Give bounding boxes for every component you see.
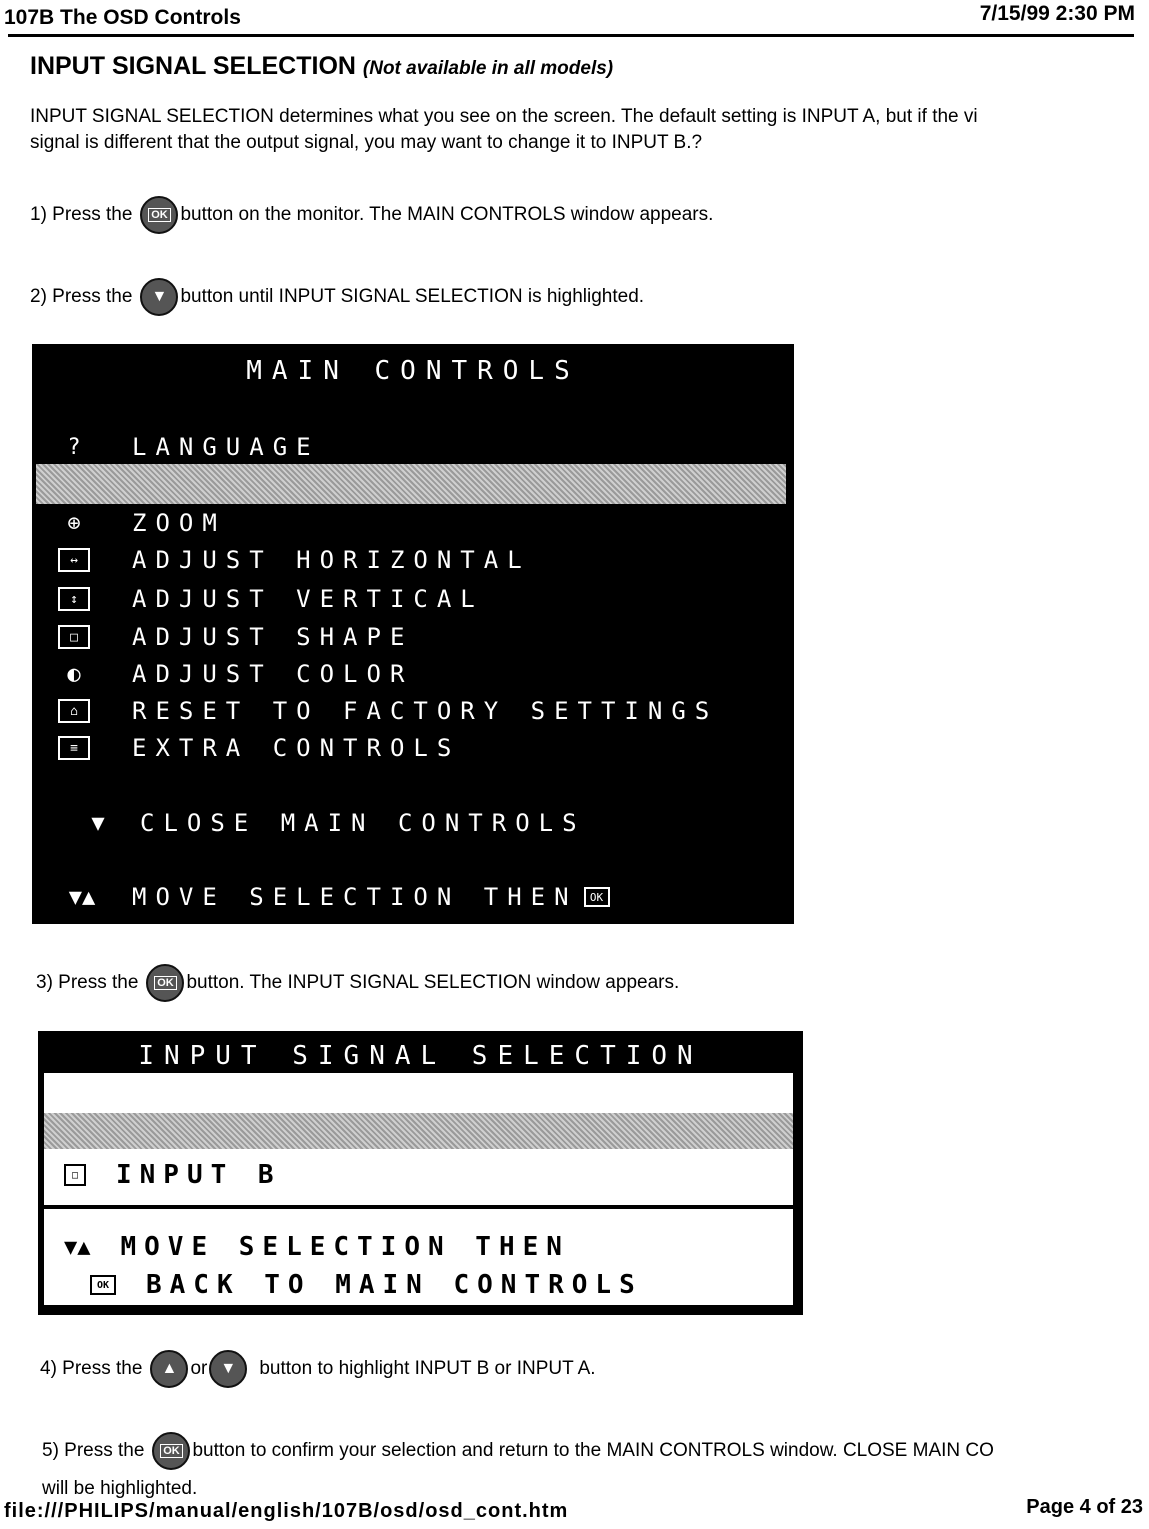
main-controls-title: MAIN CONTROLS [246, 356, 580, 386]
page-header-title: 107B The OSD Controls [4, 6, 241, 29]
ok-button-icon: OK [140, 196, 178, 234]
step-3-text-post: button. The INPUT SIGNAL SELECTION window appears. [186, 972, 680, 993]
menu-item-adjust-shape[interactable]: □ ADJUST SHAPE [32, 618, 794, 656]
horizontal-icon: ↔ [58, 548, 90, 572]
option-input-b[interactable]: □ INPUT B [64, 1155, 282, 1195]
step-1-text-pre: 1) Press the [30, 204, 133, 225]
step-3-text-pre: 3) Press the [36, 972, 139, 993]
section-title-note: (Not available in all models) [362, 58, 614, 79]
highlighted-row [36, 464, 786, 504]
menu-item-language[interactable]: ? LANGUAGE [32, 428, 794, 466]
up-down-arrows-icon: ▼▲ [64, 1234, 91, 1260]
input-icon: □ [64, 1164, 86, 1186]
menu-item-zoom[interactable]: ⊕ ZOOM [32, 504, 794, 542]
step-5-text-post: button to confirm your selection and return to the MAIN CONTROLS window. CLOSE MAIN CO [192, 1440, 994, 1461]
color-palette-icon: ◐ [67, 661, 81, 687]
up-down-arrows-icon: ▼▲ [68, 884, 96, 910]
step-5-text-pre: 5) Press the [42, 1440, 145, 1461]
vertical-icon: ↕ [58, 587, 90, 611]
shape-icon: □ [58, 625, 90, 649]
step-1 [30, 196, 713, 234]
up-button-icon: ▲ [150, 1350, 188, 1388]
extra-controls-icon: ≡ [58, 736, 90, 760]
step-1-text-post: button on the monitor. The MAIN CONTROLS window appears. [180, 204, 714, 225]
down-button-icon: ▼ [209, 1350, 247, 1388]
intro-line-1: INPUT SIGNAL SELECTION determines what you see on the screen. The default setting is INPUT A, but if the vi [30, 106, 978, 127]
menu-item-adjust-vertical[interactable]: ↕ ADJUST VERTICAL [32, 580, 794, 618]
intro-paragraph [30, 104, 1149, 156]
section-title [30, 52, 613, 81]
menu-item-reset-factory[interactable]: ⌂ RESET TO FACTORY SETTINGS [32, 692, 794, 730]
input-selection-title: INPUT SIGNAL SELECTION [138, 1041, 703, 1071]
highlighted-row [44, 1113, 793, 1149]
factory-icon: ⌂ [58, 699, 90, 723]
move-selection-hint: ▼▲ MOVE SELECTION THEN OK [32, 878, 794, 916]
header-rule [8, 34, 1134, 37]
ok-icon: OK [584, 887, 610, 907]
menu-item-adjust-horizontal[interactable]: ↔ ADJUST HORIZONTAL [32, 541, 794, 579]
intro-line-2: signal is different that the output signal, you may want to change it to INPUT B.? [30, 132, 703, 153]
ok-icon: OK [90, 1275, 116, 1295]
section-title-main: INPUT SIGNAL SELECTION [30, 52, 356, 80]
step-4-text-or: or [190, 1358, 208, 1379]
step-4-text-pre: 4) Press the [40, 1358, 143, 1379]
down-button-icon: ▼ [140, 278, 178, 316]
ok-button-icon: OK [152, 1432, 190, 1470]
step-4 [40, 1350, 596, 1388]
menu-item-extra-controls[interactable]: ≡ EXTRA CONTROLS [32, 729, 794, 767]
step-3 [36, 964, 679, 1002]
step-5 [42, 1432, 994, 1470]
input-signal-selection-window [38, 1031, 803, 1315]
down-arrow-icon: ▼ [91, 810, 105, 836]
language-icon: ? [67, 434, 81, 460]
page-footer-path: file:///PHILIPS/manual/english/107B/osd/osd_cont.htm [4, 1500, 569, 1522]
ok-button-icon: OK [146, 964, 184, 1002]
main-controls-window [32, 344, 794, 924]
zoom-icon: ⊕ [67, 510, 81, 536]
page-footer-number: Page 4 of 23 [1026, 1496, 1143, 1518]
step-5-line-2: will be highlighted. [42, 1478, 198, 1499]
menu-item-close-main-controls[interactable]: ▼ CLOSE MAIN CONTROLS [32, 804, 794, 842]
step-2-text-pre: 2) Press the [30, 286, 133, 307]
back-to-main-controls[interactable]: OK BACK TO MAIN CONTROLS [90, 1265, 643, 1305]
menu-item-adjust-color[interactable]: ◐ ADJUST COLOR [32, 655, 794, 693]
move-selection-hint: ▼▲ MOVE SELECTION THEN [64, 1232, 570, 1262]
step-4-text-post: button to highlight INPUT B or INPUT A. [259, 1358, 596, 1379]
page-header-datetime: 7/15/99 2:30 PM [979, 2, 1135, 25]
step-2-text-post: button until INPUT SIGNAL SELECTION is highlighted. [180, 286, 645, 307]
step-2 [30, 278, 644, 316]
